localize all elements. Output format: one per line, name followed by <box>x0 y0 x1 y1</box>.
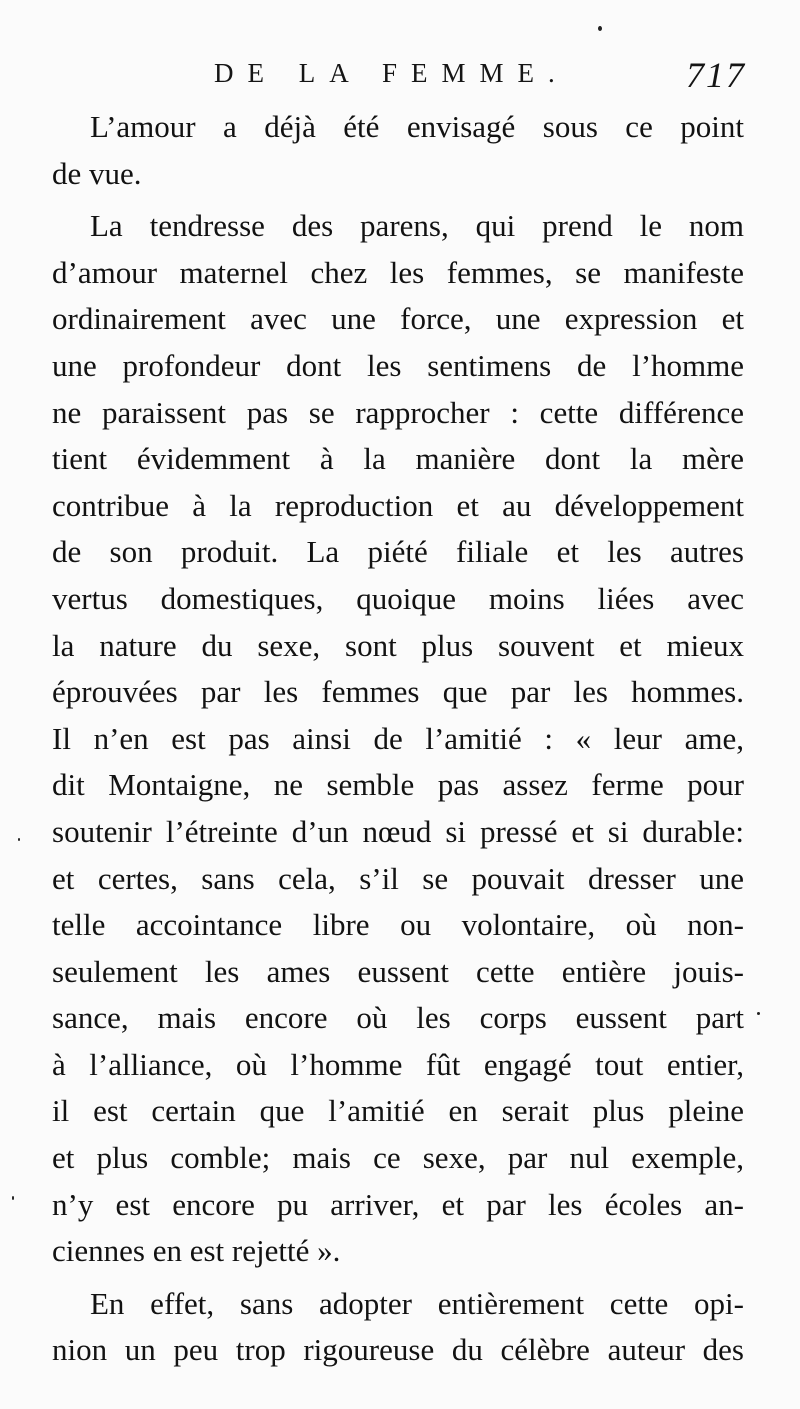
ink-speck <box>598 26 602 31</box>
text-line: de son produit. La piété filiale et les autres <box>52 534 744 570</box>
ink-speck <box>12 1196 14 1200</box>
text-line: ciennes en est rejetté ». <box>52 1233 341 1269</box>
body-text <box>52 104 744 1374</box>
text-line: L’amour a déjà été envisagé sous ce point <box>90 109 744 144</box>
text-line: de vue. <box>52 155 142 191</box>
text-line: à l’alliance, où l’homme fût engagé tout entier, <box>52 1046 744 1082</box>
text-line: En effet, sans adopter entièrement cette opi- <box>90 1285 744 1321</box>
text-line: La tendresse des parens, qui prend le nom <box>90 208 744 244</box>
ink-speck <box>757 1012 760 1015</box>
text-line: ordinairement avec une force, une expression et <box>52 301 744 337</box>
text-line: ne paraissent pas se rapprocher : cette différence <box>52 394 744 430</box>
text-line: il est certain que l’amitié en serait plus pleine <box>52 1093 744 1129</box>
text-line: d’amour maternel chez les femmes, se manifeste <box>52 254 744 290</box>
ink-speck <box>18 838 20 841</box>
text-line: dit Montaigne, ne semble pas assez ferme pour <box>52 767 744 803</box>
page-header <box>0 52 800 100</box>
text-line: contribue à la reproduction et au développement <box>52 487 744 523</box>
text-line: n’y est encore pu arriver, et par les écoles an- <box>52 1186 744 1222</box>
text-line: soutenir l’étreinte d’un nœud si pressé et si durable: <box>52 813 744 849</box>
text-line: sance, mais encore où les corps eussent part <box>52 1000 744 1036</box>
running-title: DE LA FEMME. <box>214 58 569 88</box>
text-line: la nature du sexe, sont plus souvent et mieux <box>52 627 744 663</box>
text-line: telle accointance libre ou volontaire, où non- <box>52 907 744 943</box>
text-line: tient évidemment à la manière dont la mère <box>52 441 744 477</box>
text-line: vertus domestiques, quoique moins liées avec <box>52 580 744 616</box>
page-number: 717 <box>686 55 746 95</box>
text-line: et plus comble; mais ce sexe, par nul exemple, <box>52 1140 744 1176</box>
text-line: Il n’en est pas ainsi de l’amitié : « leur ame, <box>52 720 744 756</box>
text-line: éprouvées par les femmes que par les hommes. <box>52 674 744 710</box>
text-line: nion un peu trop rigoureuse du célèbre auteur des <box>52 1332 744 1368</box>
text-line: seulement les ames eussent cette entière jouis- <box>52 953 744 989</box>
text-line: une profondeur dont les sentimens de l’homme <box>52 347 744 383</box>
text-line: et certes, sans cela, s’il se pouvait dresser une <box>52 860 744 896</box>
